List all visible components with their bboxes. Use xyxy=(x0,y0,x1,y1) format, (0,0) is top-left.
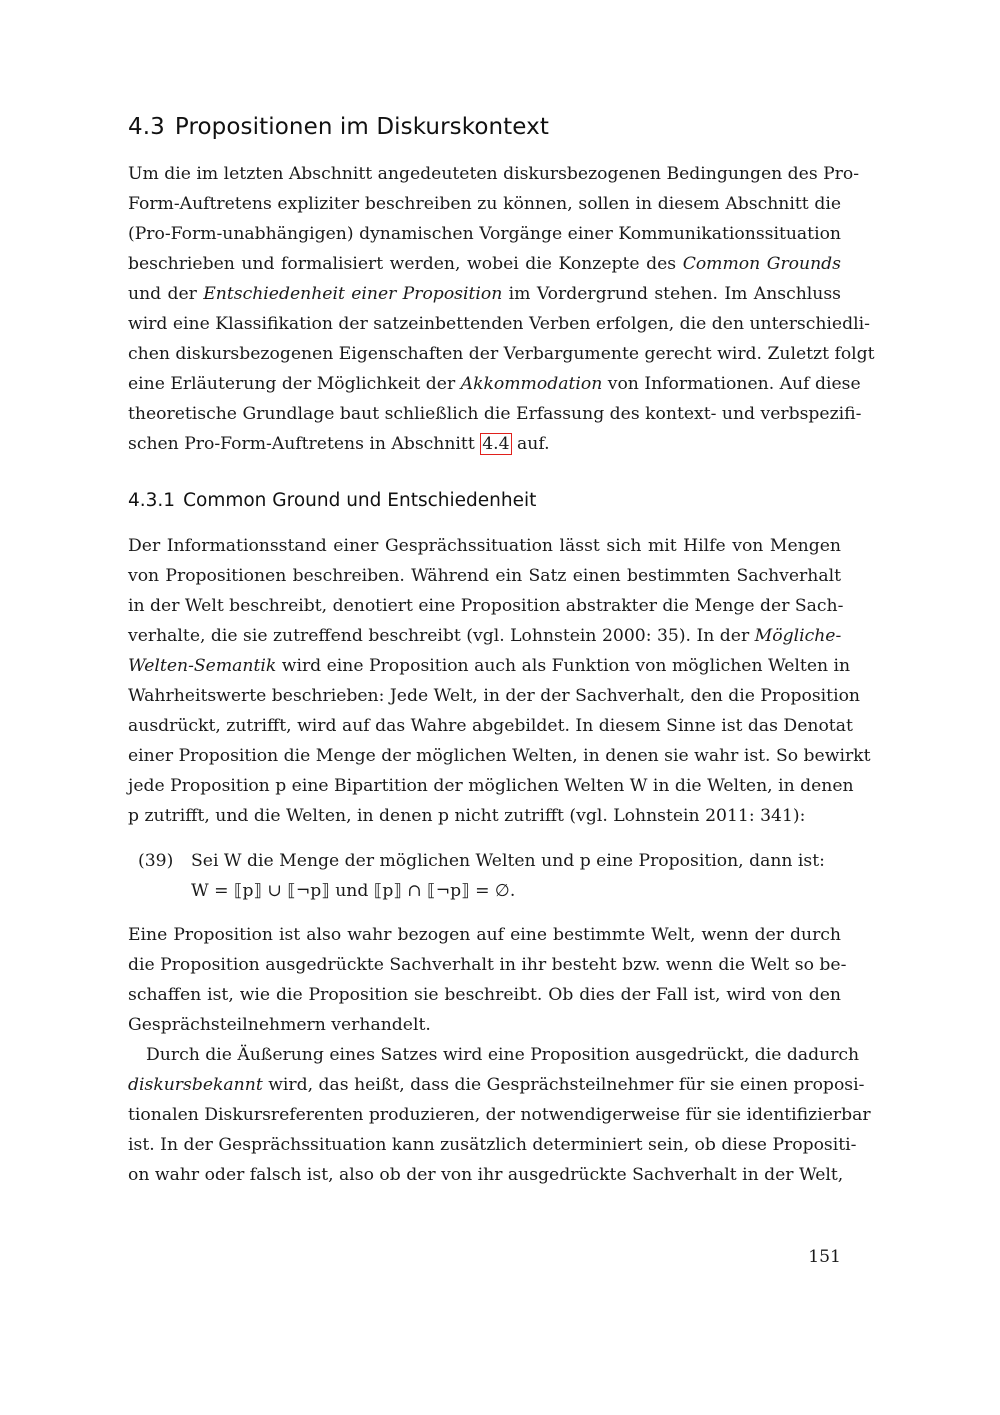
term-moegliche-welten: Mögliche- xyxy=(754,626,842,646)
section-heading xyxy=(128,114,549,140)
text-line: Der Informationsstand einer Gesprächssituation lässt sich mit Hilfe von Mengen xyxy=(128,536,841,556)
text-line xyxy=(128,279,841,309)
text-line: einer Proposition die Menge der möglichen Welten, in denen sie wahr ist. So bewirkt xyxy=(128,746,871,766)
text-line: Um die im letzten Abschnitt angedeuteten diskursbezogenen Bedingungen des Pro- xyxy=(128,164,860,184)
page-number: 151 xyxy=(808,1247,841,1267)
section-number: 4.3 xyxy=(128,114,165,140)
text-line: ist. In der Gesprächssituation kann zusätzlich determiniert sein, ob diese Propositi- xyxy=(128,1135,857,1155)
example-body xyxy=(191,846,825,906)
text-line: Eine Proposition ist also wahr bezogen auf eine bestimmte Welt, wenn der durch xyxy=(128,925,841,945)
example-line: Sei W die Menge der möglichen Welten und p eine Proposition, dann ist: xyxy=(191,851,825,871)
section-title: Propositionen im Diskurskontext xyxy=(174,114,549,140)
text-fragment: von Informationen. Auf diese xyxy=(607,374,861,394)
subsection-title: Common Ground und Entschiedenheit xyxy=(183,490,537,511)
text-line: on wahr oder falsch ist, also ob der von ihr ausgedrückte Sachverhalt in der Welt, xyxy=(128,1165,844,1185)
term-akkommodation: Akkommodation xyxy=(460,374,603,394)
text-fragment: beschrieben und formalisiert werden, wobei die Konzepte des xyxy=(128,254,677,274)
text-line: chen diskursbezogenen Eigenschaften der Verbargumente gerecht wird. Zuletzt folgt xyxy=(128,344,875,364)
text-line xyxy=(128,651,851,681)
text-line xyxy=(128,429,841,459)
text-line: die Proposition ausgedrückte Sachverhalt in ihr besteht bzw. wenn die Welt so be- xyxy=(128,955,847,975)
text-fragment: und der xyxy=(128,284,197,304)
body-paragraph xyxy=(128,920,847,1040)
term-diskursbekannt: diskursbekannt xyxy=(128,1075,263,1095)
text-line: p zutrifft, und die Welten, in denen p nicht zutrifft (vgl. Lohnstein 2011: 341): xyxy=(128,806,806,826)
text-fragment: eine Erläuterung der Möglichkeit der xyxy=(128,374,456,394)
term-common-grounds: Common Grounds xyxy=(682,254,841,274)
text-fragment: wird, das heißt, dass die Gesprächsteilnehmer für sie einen proposi- xyxy=(268,1075,865,1095)
text-line xyxy=(128,1070,865,1100)
subsection-number: 4.3.1 xyxy=(128,490,176,511)
body-paragraph xyxy=(128,531,871,831)
term-semantik: Welten-Semantik xyxy=(128,656,277,676)
text-line: Gesprächsteilnehmern verhandelt. xyxy=(128,1015,431,1035)
text-line: Durch die Äußerung eines Satzes wird eine Proposition ausgedrückt, die dadurch xyxy=(146,1045,860,1065)
text-line: theoretische Grundlage baut schließlich die Erfassung des kontext- und verbspezifi- xyxy=(128,404,862,424)
text-fragment: schen Pro-Form-Auftretens in Abschnitt xyxy=(128,434,475,454)
example-number: (39) xyxy=(138,851,174,871)
text-fragment: verhalte, die sie zutreffend beschreibt (vgl. Lohnstein 2000: 35). In der xyxy=(128,626,750,646)
text-fragment: auf. xyxy=(517,434,550,454)
text-line: Wahrheitswerte beschrieben: Jede Welt, in der der Sachverhalt, den die Proposition xyxy=(128,686,861,706)
text-line xyxy=(128,621,841,651)
text-line: von Propositionen beschreiben. Während ein Satz einen bestimmten Sachverhalt xyxy=(128,566,841,586)
text-line: Form-Auftretens expliziter beschreiben zu können, sollen in diesem Abschnitt die xyxy=(128,194,841,214)
text-line: (Pro-Form-unabhängigen) dynamischen Vorgänge einer Kommunikationssituation xyxy=(128,224,841,244)
text-fragment: im Vordergrund stehen. Im Anschluss xyxy=(508,284,842,304)
text-line: tionalen Diskursreferenten produzieren, der notwendigerweise für sie identifizierbar xyxy=(128,1105,871,1125)
text-fragment: wird eine Proposition auch als Funktion von möglichen Welten in xyxy=(281,656,851,676)
section-reference-link[interactable]: 4.4 xyxy=(482,434,510,454)
text-line: schaffen ist, wie die Proposition sie beschreibt. Ob dies der Fall ist, wird von den xyxy=(128,985,841,1005)
term-entschiedenheit: Entschiedenheit einer Proposition xyxy=(203,284,503,304)
text-line: in der Welt beschreibt, denotiert eine Proposition abstrakter die Menge der Sach- xyxy=(128,596,844,616)
text-line xyxy=(128,249,841,279)
subsection-heading xyxy=(128,490,536,511)
intro-paragraph xyxy=(128,159,875,459)
text-line: wird eine Klassifikation der satzeinbettenden Verben erfolgen, die den unterschiedli- xyxy=(128,314,870,334)
body-paragraph xyxy=(128,1040,871,1190)
text-line: jede Proposition p eine Bipartition der möglichen Welten W in die Welten, in denen xyxy=(128,776,854,796)
example-formula: W = ⟦p⟧ ∪ ⟦¬p⟧ und ⟦p⟧ ∩ ⟦¬p⟧ = ∅. xyxy=(191,881,516,901)
text-line: ausdrückt, zutrifft, wird auf das Wahre abgebildet. In diesem Sinne ist das Denotat xyxy=(128,716,853,736)
text-line xyxy=(128,369,861,399)
